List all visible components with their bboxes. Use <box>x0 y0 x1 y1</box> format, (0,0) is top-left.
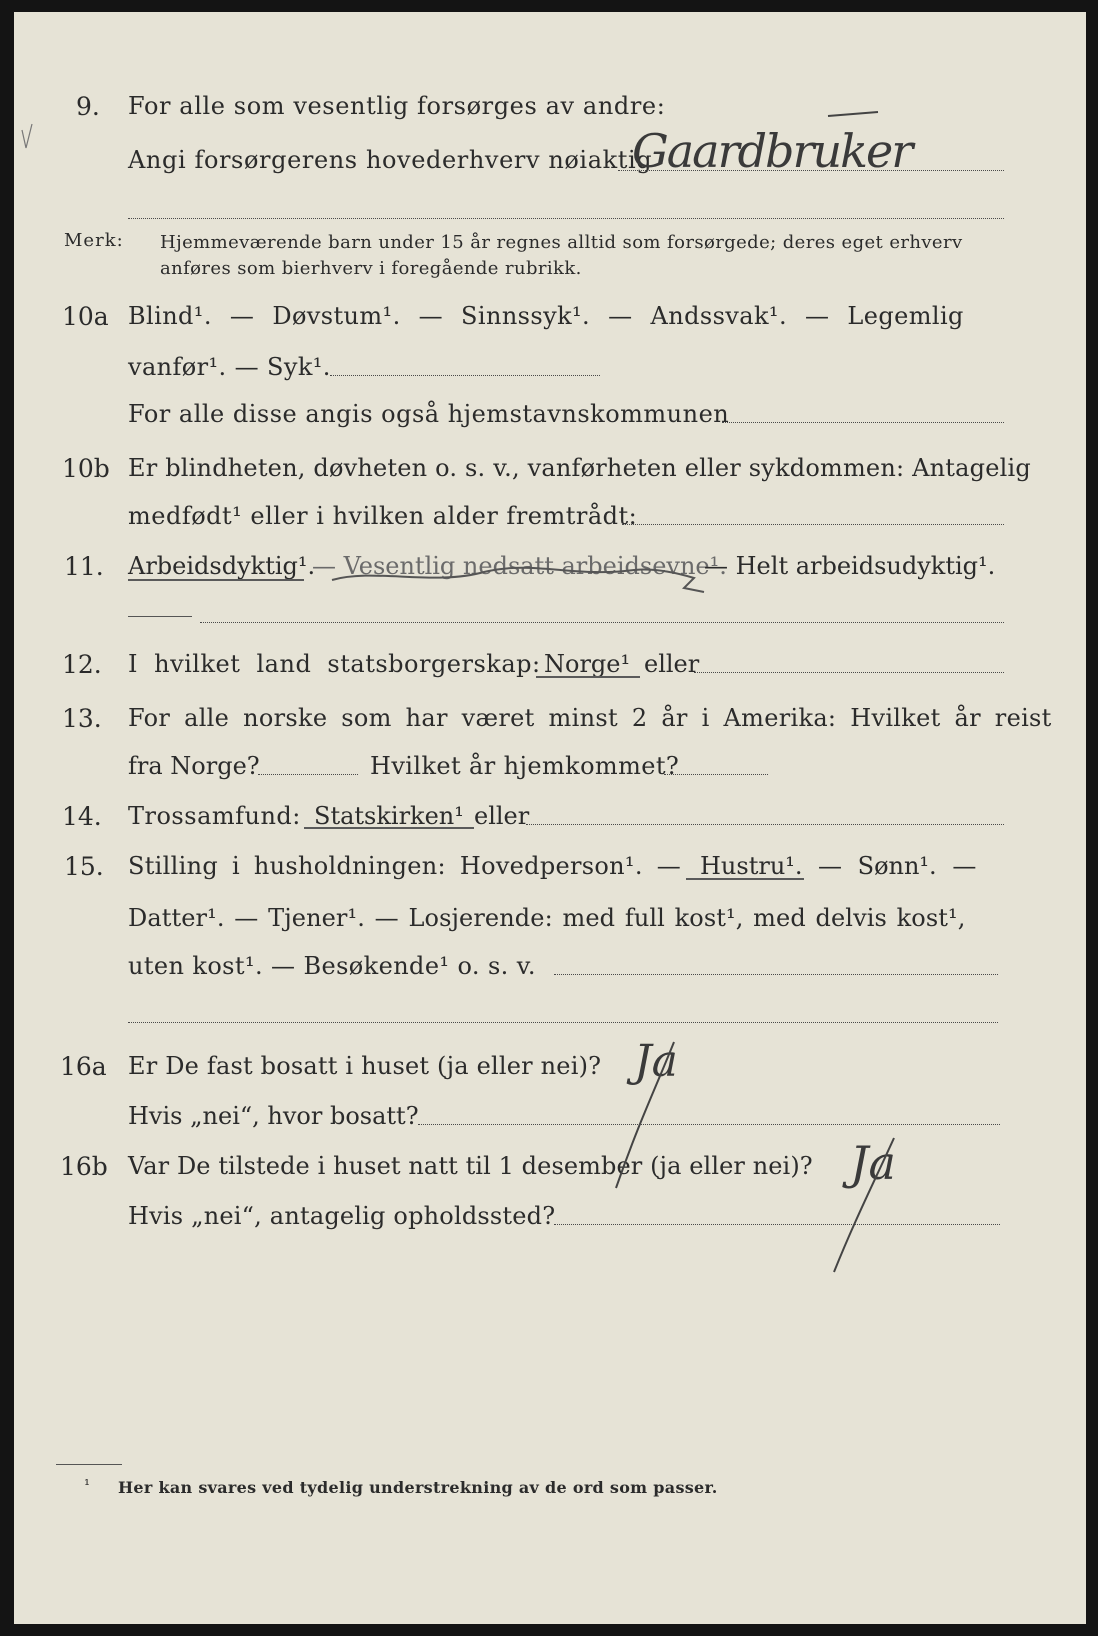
q16b-line1: Var De tilstede i huset natt til 1 desember (ja eller nei)? <box>128 1152 813 1180</box>
q10b-line2: medfødt¹ eller i hvilken alder fremtrådt: <box>128 502 638 530</box>
census-form-page <box>14 12 1086 1624</box>
q15-extra-line <box>128 1022 998 1023</box>
q15-line2: Datter¹. — Tjener¹. — Losjerende: med full kost¹, med delvis kost¹, <box>128 904 966 932</box>
q10b-answer-line <box>622 524 1004 525</box>
footnote-mark: ¹ <box>84 1476 91 1494</box>
q16b-line2: Hvis „nei“, antagelig opholdssted? <box>128 1202 556 1230</box>
q9-line2: Angi forsørgerens hovederhverv nøiaktig <box>128 146 653 174</box>
q12-answer-line <box>694 672 1004 673</box>
margin-tick <box>22 124 32 148</box>
q10a-syk-line <box>330 375 600 376</box>
q13-line1: For alle norske som har været minst 2 år i Amerika: Hvilket år reist <box>128 704 1052 732</box>
q10a-hjemstavn-line <box>722 422 1004 423</box>
q11-opt1-underline <box>128 579 304 581</box>
q12-tail: eller <box>644 650 700 678</box>
q9-line1: For alle som vesentlig forsørges av andre: <box>128 92 666 120</box>
q16a-line1: Er De fast bosatt i huset (ja eller nei)? <box>128 1052 602 1080</box>
q16b-answer-line <box>554 1224 1000 1225</box>
q13-number: 13. <box>62 704 102 733</box>
q15-line1a: Stilling i husholdningen: Hovedperson¹. — <box>128 852 681 880</box>
q9-extra-line <box>128 218 1004 219</box>
q15-line3: uten kost¹. — Besøkende¹ o. s. v. <box>128 952 536 980</box>
q10a-line2: vanfør¹. — Syk¹. <box>128 353 331 381</box>
q14-text: Trossamfund: <box>128 802 301 830</box>
q10b-line1: Er blindheten, døvheten o. s. v., vanførheten eller sykdommen: Antagelig <box>128 454 1031 482</box>
q16a-answer-line <box>418 1124 1000 1125</box>
q14-tail: eller <box>474 802 530 830</box>
footnote-rule <box>56 1464 122 1465</box>
q15-line1c: — Sønn¹. — <box>818 852 977 880</box>
q12-number: 12. <box>62 650 102 679</box>
merk-line1: Hjemmeværende barn under 15 år regnes alltid som forsørgede; deres eget erhverv <box>160 232 963 253</box>
footnote-text: Her kan svares ved tydelig understrekning av de ord som passer. <box>118 1478 718 1497</box>
q13-line2b: Hvilket år hjemkommet? <box>370 752 680 780</box>
q11-short-line <box>128 616 192 617</box>
q11-opt3: — Helt arbeidsudyktig¹. <box>704 552 996 580</box>
merk-label: Merk: <box>64 230 124 251</box>
q15-hustru-underline <box>686 878 804 880</box>
q11-opt1: Arbeidsdyktig¹. <box>128 552 316 580</box>
q12-norge-underline <box>536 676 640 678</box>
q16a-line2: Hvis „nei“, hvor bosatt? <box>128 1102 419 1130</box>
q16b-number: 16b <box>60 1152 108 1181</box>
q13-reist-line <box>258 774 358 775</box>
q14-number: 14. <box>62 802 102 831</box>
q12-text: I hvilket land statsborgerskap: <box>128 650 541 678</box>
q9-answer-line <box>618 170 1004 171</box>
q16a-number: 16a <box>60 1052 107 1081</box>
q12-option-norge: Norge¹ <box>544 650 631 678</box>
q15-number: 15. <box>64 852 104 881</box>
q11-opt2: — Vesentlig nedsatt arbeidsevne¹. <box>312 552 727 580</box>
q14-statskirken-underline <box>304 827 474 829</box>
q11-number: 11. <box>64 552 104 581</box>
q11-extra-line <box>200 622 1004 623</box>
q9-answer-handwritten: Gaardbruker <box>632 124 912 178</box>
q10a-line1: Blind¹. — Døvstum¹. — Sinnssyk¹. — Andssvak¹. — Legemlig <box>128 302 964 330</box>
q13-line2a: fra Norge? <box>128 752 260 780</box>
q10a-line3: For alle disse angis også hjemstavnskommunen <box>128 400 730 428</box>
merk-line2: anføres som bierhverv i foregående rubrikk. <box>160 258 582 279</box>
q10b-number: 10b <box>62 454 110 483</box>
q13-hjemkommet-line <box>664 774 768 775</box>
q10a-number: 10a <box>62 302 109 331</box>
q9-number: 9. <box>76 92 100 121</box>
answer-dash <box>828 112 878 116</box>
q16a-answer-handwritten: Ja <box>634 1036 678 1087</box>
q15-answer-line <box>554 974 998 975</box>
q14-answer-line <box>526 824 1004 825</box>
q14-option-statskirken: Statskirken¹ <box>314 802 464 830</box>
q15-option-hustru: Hustru¹. <box>700 852 803 880</box>
q16b-answer-handwritten: Ja <box>850 1136 896 1190</box>
